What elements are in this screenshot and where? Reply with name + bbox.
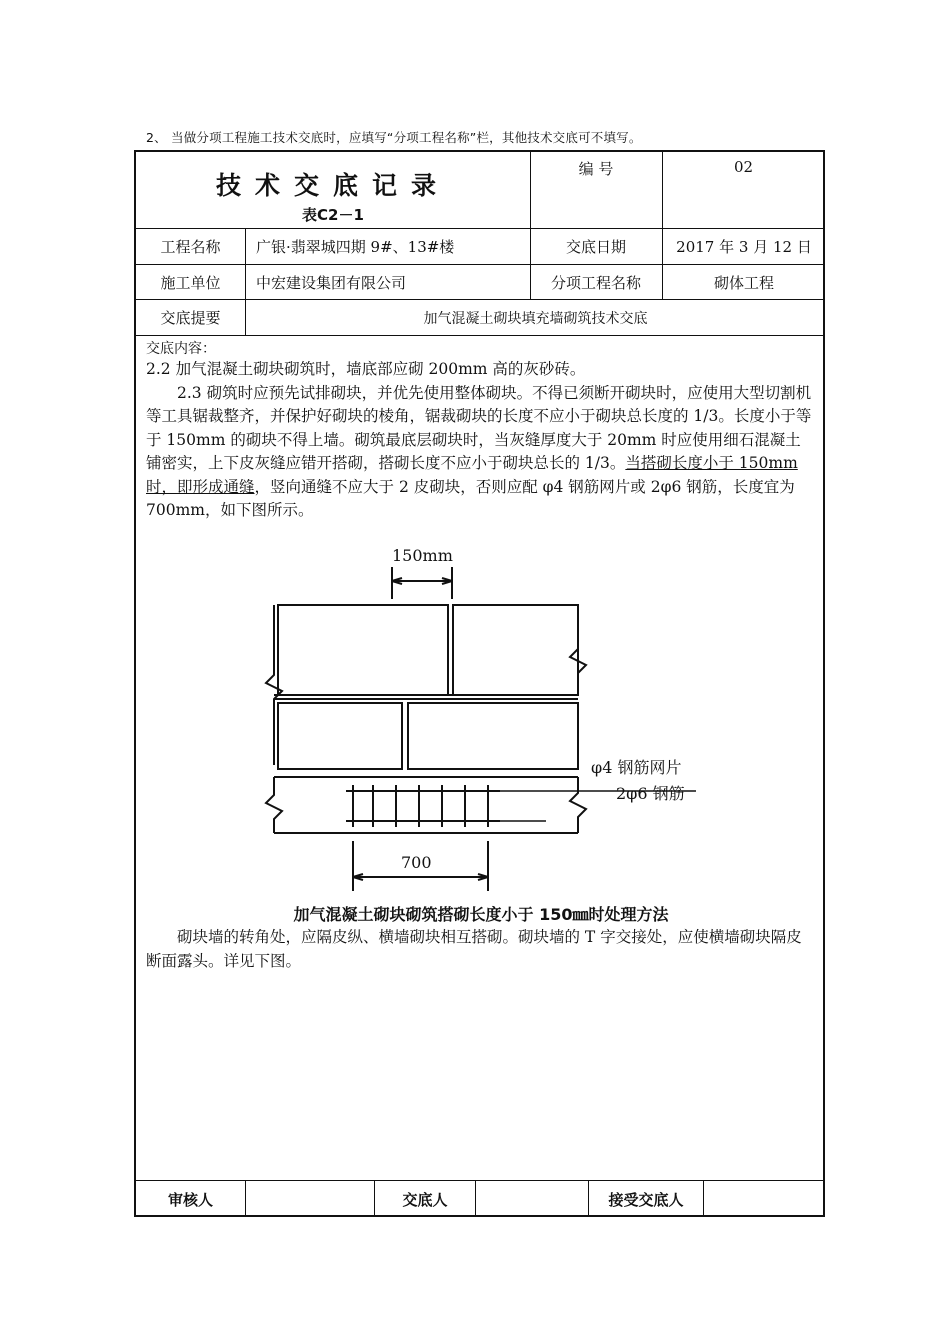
- reviewer-label: 审核人: [167, 1190, 213, 1209]
- figure-caption: 加气混凝土砌块砌筑搭砌长度小于 150㎜时处理方法: [293, 904, 669, 924]
- receiver-field[interactable]: [704, 1181, 825, 1217]
- paragraph-2-2: 2.2 加气混凝土砌块砌筑时，墙底部应砌 200mm 高的灰砂砖。: [146, 360, 586, 378]
- paragraph-2-3-rest: ，竖向通缝不应大于 2 皮砌块，否则应配 φ4 钢筋网片或 2φ6 钢筋，长度宜为 700mm，如下图所示。: [146, 477, 795, 519]
- summary-label: 交底提要: [160, 309, 221, 327]
- mesh-label: φ4 钢筋网片: [591, 757, 682, 777]
- instruction-note: 2、 当做分项工程施工技术交底时，应填写“分项工程名称”栏，其他技术交底可不填写。: [146, 130, 642, 145]
- masonry-figure: [146, 523, 816, 903]
- subproject-value: 砌体工程: [713, 273, 774, 292]
- date-label: 交底日期: [565, 238, 626, 256]
- number-label: 编 号: [578, 160, 614, 178]
- receiver-label: 接受交底人: [608, 1190, 684, 1209]
- presenter-label: 交底人: [402, 1190, 448, 1209]
- presenter-field[interactable]: [476, 1181, 588, 1217]
- paragraph-corner: 砌块墙的转角处，应隔皮纵、横墙砌块相互搭砌。砌块墙的 T 字交接处，应使横墙砌块隔皮断面露头。详见下图。: [146, 928, 802, 970]
- paragraph-2-3-underlined: 当搭砌长度小于 150mm 时，即形成通缝: [146, 454, 798, 496]
- date-value: 2017 年 3 月 12 日: [676, 238, 812, 256]
- bars-label: 2φ6 钢筋: [616, 783, 685, 803]
- content-body: [146, 340, 816, 973]
- paragraph-2-3-text: 2.3 砌筑时应预先试排砌块，并优先使用整体砌块。不得已须断开砌块时，应使用大型切割机等工具锯裁整齐，并保护好砌块的棱角，锯裁砌块的长度不应小于砌块总长度的 1/3。长度小于等于 150mm 的砌块不得上墙。砌筑最底层砌块时，当灰缝厚度大于 20mm 时应使用细石混凝土铺密实，上下皮灰缝应错开搭砌，搭砌长度不应小于砌块总长的 1/3。: [146, 383, 812, 472]
- record-form: [134, 150, 825, 1217]
- number-value: 02: [733, 158, 754, 176]
- project-name-label: 工程名称: [160, 238, 221, 256]
- subproject-label: 分项工程名称: [550, 273, 641, 292]
- dim-150-label: 150mm: [392, 545, 453, 565]
- form-code: 表C2－1: [302, 206, 364, 224]
- reviewer-field[interactable]: [246, 1181, 374, 1217]
- dim-700-label: 700: [401, 852, 432, 872]
- form-title: 技术交底记录: [215, 171, 450, 200]
- project-name-value: 广银·翡翠城四期 9#、13#楼: [256, 238, 455, 256]
- contractor-value: 中宏建设集团有限公司: [256, 273, 407, 292]
- paragraph-2-3: [146, 382, 816, 523]
- contractor-label: 施工单位: [160, 273, 221, 292]
- summary-value: 加气混凝土砌块填充墙砌筑技术交底: [423, 310, 648, 327]
- masonry-diagram: [146, 523, 816, 903]
- content-heading: 交底内容：: [146, 341, 216, 357]
